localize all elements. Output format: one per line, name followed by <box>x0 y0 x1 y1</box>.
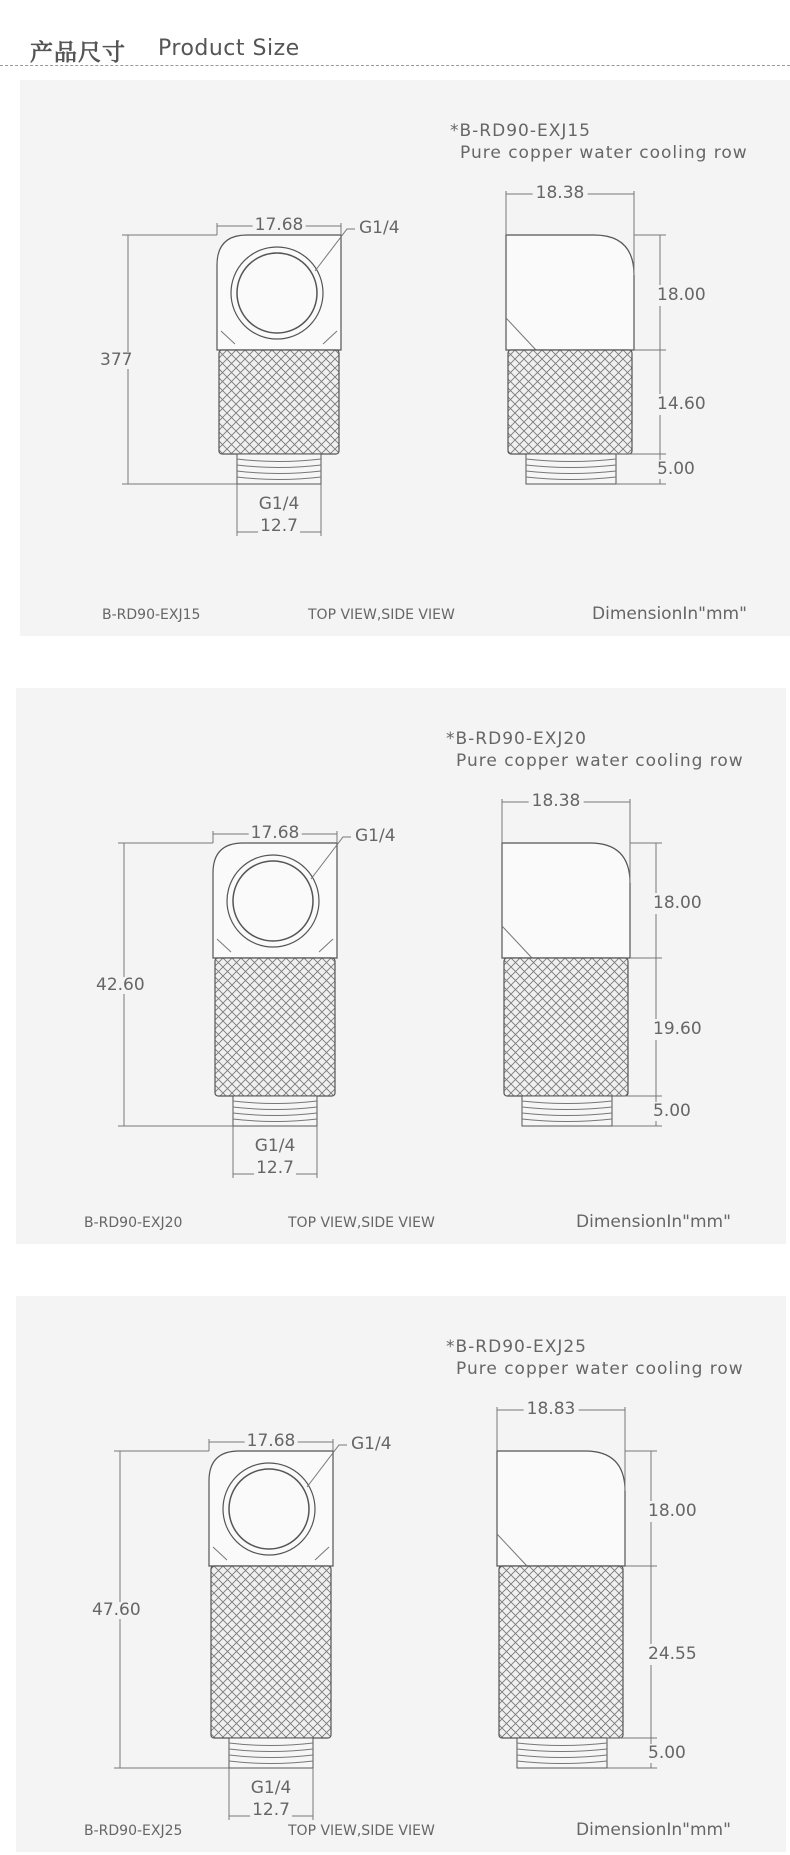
side-head <box>506 235 634 350</box>
head-height-value: 18.00 <box>648 1500 697 1521</box>
footer-model: B-RD90-EXJ25 <box>84 1823 183 1839</box>
total-height-value: 47.60 <box>92 1599 141 1620</box>
model-label <box>446 1336 744 1380</box>
side-width-value: 18.83 <box>524 1401 579 1418</box>
thread-size-label: G1/4 <box>355 826 396 846</box>
total-height-value: 377 <box>100 349 133 370</box>
footer-views: TOP VIEW,SIDE VIEW <box>288 1823 435 1839</box>
model-description: Pure copper water cooling row <box>456 751 744 772</box>
side-view <box>497 1407 657 1768</box>
side-view <box>502 799 662 1126</box>
side-head <box>502 843 630 958</box>
footer-model: B-RD90-EXJ15 <box>102 607 201 623</box>
bottom-thread-label: G1/4 <box>250 1778 292 1798</box>
front-width-value: 17.68 <box>254 215 304 235</box>
footer-views: TOP VIEW,SIDE VIEW <box>288 1215 435 1231</box>
knurl-height-value: 19.60 <box>653 1019 702 1039</box>
bottom-thread-label: G1/4 <box>258 494 300 514</box>
thread-height-value: 5.00 <box>657 459 695 479</box>
front-knurl <box>215 958 335 1096</box>
thread-width-value: 12.7 <box>260 516 298 536</box>
model-code: *B-RD90-EXJ20 <box>446 729 587 749</box>
thread-size-label: G1/4 <box>351 1434 392 1454</box>
page-header <box>0 0 790 66</box>
side-knurl <box>504 958 628 1096</box>
side-width-value: 18.38 <box>529 793 584 810</box>
front-view <box>114 1439 347 1820</box>
head-height-value: 18.00 <box>657 284 706 305</box>
thread-size-label: G1/4 <box>359 218 400 238</box>
front-view <box>118 831 351 1178</box>
knurl-height-value: 14.60 <box>657 394 706 414</box>
product-panel <box>16 688 786 1244</box>
model-description: Pure copper water cooling row <box>460 143 748 164</box>
front-knurl <box>211 1566 331 1738</box>
total-height-value: 42.60 <box>96 974 145 995</box>
front-width-value: 17.68 <box>250 823 300 843</box>
thread-height-value: 5.00 <box>648 1743 686 1763</box>
thread-width-value: 12.7 <box>252 1800 290 1820</box>
bottom-thread-label: G1/4 <box>254 1136 296 1156</box>
footer-views: TOP VIEW,SIDE VIEW <box>308 607 455 623</box>
side-knurl <box>508 350 632 454</box>
knurl-height-value: 24.55 <box>648 1644 697 1664</box>
front-width-value: 17.68 <box>246 1431 296 1451</box>
side-view <box>506 191 666 484</box>
section-title-en: Product Size <box>158 36 300 61</box>
footer-units: DimensionIn"mm" <box>592 604 747 624</box>
model-code: *B-RD90-EXJ15 <box>450 121 591 141</box>
model-description: Pure copper water cooling row <box>456 1359 744 1380</box>
head-height-value: 18.00 <box>653 892 702 913</box>
side-head <box>497 1451 625 1566</box>
footer-units: DimensionIn"mm" <box>576 1212 731 1232</box>
product-panel <box>16 1296 786 1852</box>
model-label <box>450 120 748 164</box>
product-panel <box>20 80 790 636</box>
front-knurl <box>219 350 339 454</box>
thread-height-value: 5.00 <box>653 1101 691 1121</box>
header-divider <box>0 65 790 66</box>
thread-width-value: 12.7 <box>256 1158 294 1178</box>
section-title-cn: 产品尺寸 <box>30 40 126 66</box>
side-knurl <box>499 1566 623 1738</box>
footer-model: B-RD90-EXJ20 <box>84 1215 183 1231</box>
model-code: *B-RD90-EXJ25 <box>446 1337 587 1357</box>
side-width-value: 18.38 <box>533 185 588 202</box>
footer-units: DimensionIn"mm" <box>576 1820 731 1840</box>
front-view <box>122 223 355 536</box>
model-label <box>446 728 744 772</box>
